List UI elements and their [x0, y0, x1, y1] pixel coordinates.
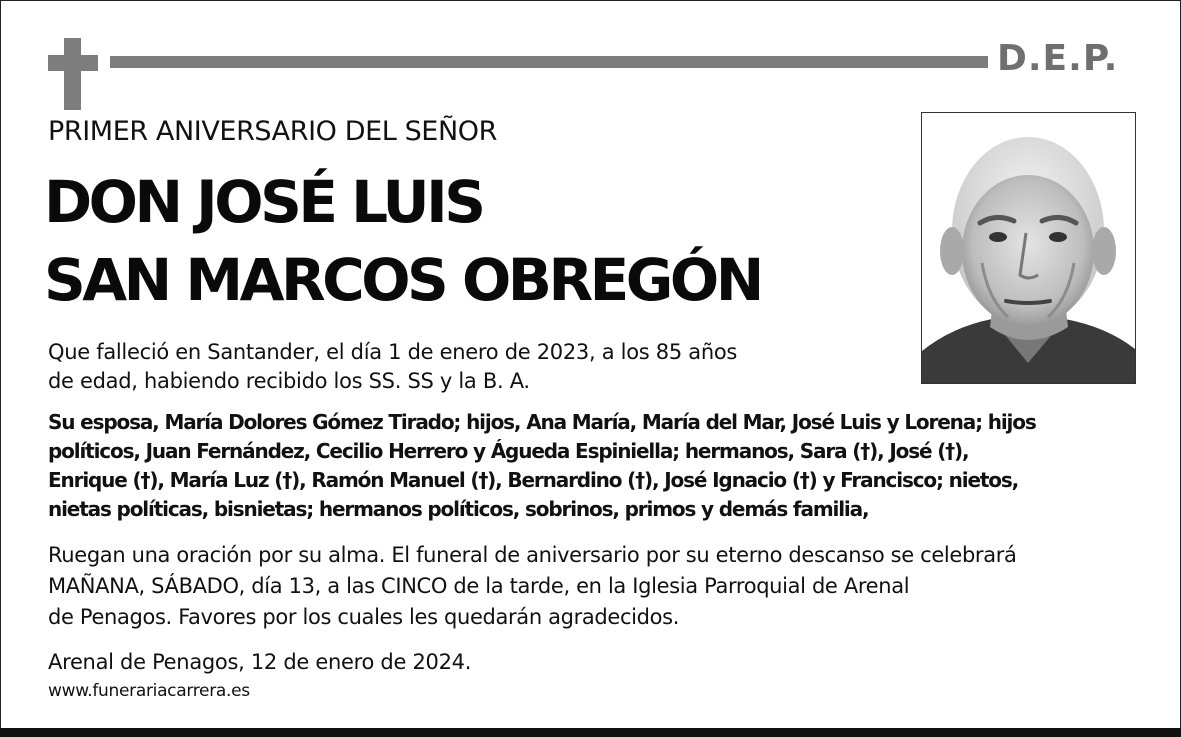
portrait-photo	[921, 112, 1136, 384]
death-statement-line: Que falleció en Santander, el día 1 de enero de 2023, a los 85 años	[48, 340, 738, 364]
notice-subtitle: PRIMER ANIVERSARIO DEL SEÑOR	[48, 116, 497, 147]
family-list-line: nietas políticas, bisnietas; hermanos políticos, sobrinos, primos y demás familia,	[48, 497, 869, 521]
death-statement	[48, 338, 737, 396]
header-rule	[110, 56, 988, 68]
funeral-announcement-line: MAÑANA, SÁBADO, día 13, a las CINCO de la tarde, en la Iglesia Parroquial de Arenal	[48, 574, 910, 598]
funeral-announcement-line: de Penagos. Favores por los cuales les quedarán agradecidos.	[48, 605, 680, 629]
dep-label: D.E.P.	[997, 38, 1119, 79]
family-list-line: Enrique (†), María Luz (†), Ramón Manuel (†), Bernardino (†), José Ignacio (†) y Francisco; nietos,	[48, 468, 1019, 492]
website-link[interactable]: www.funerariacarrera.es	[48, 681, 250, 701]
family-list-line: políticos, Juan Fernández, Cecilio Herrero y Águeda Espiniella; hermanos, Sara (†), José (†),	[48, 439, 969, 463]
cross-icon	[48, 38, 98, 110]
death-statement-line: de edad, habiendo recibido los SS. SS y la B. A.	[48, 369, 530, 393]
funeral-announcement	[48, 540, 1017, 633]
deceased-name-line-2: SAN MARCOS OBREGÓN	[44, 246, 761, 314]
bottom-border	[0, 728, 1181, 737]
family-list-line: Su esposa, María Dolores Gómez Tirado; hijos, Ana María, María del Mar, José Luis y Lorena; hijos	[48, 410, 1036, 434]
family-list	[48, 408, 1036, 524]
funeral-announcement-line: Ruegan una oración por su alma. El funeral de aniversario por su eterno descanso se celebrará	[48, 543, 1017, 567]
place-and-date: Arenal de Penagos, 12 de enero de 2024.	[48, 650, 472, 674]
deceased-name-line-1: DON JOSÉ LUIS	[44, 168, 483, 236]
